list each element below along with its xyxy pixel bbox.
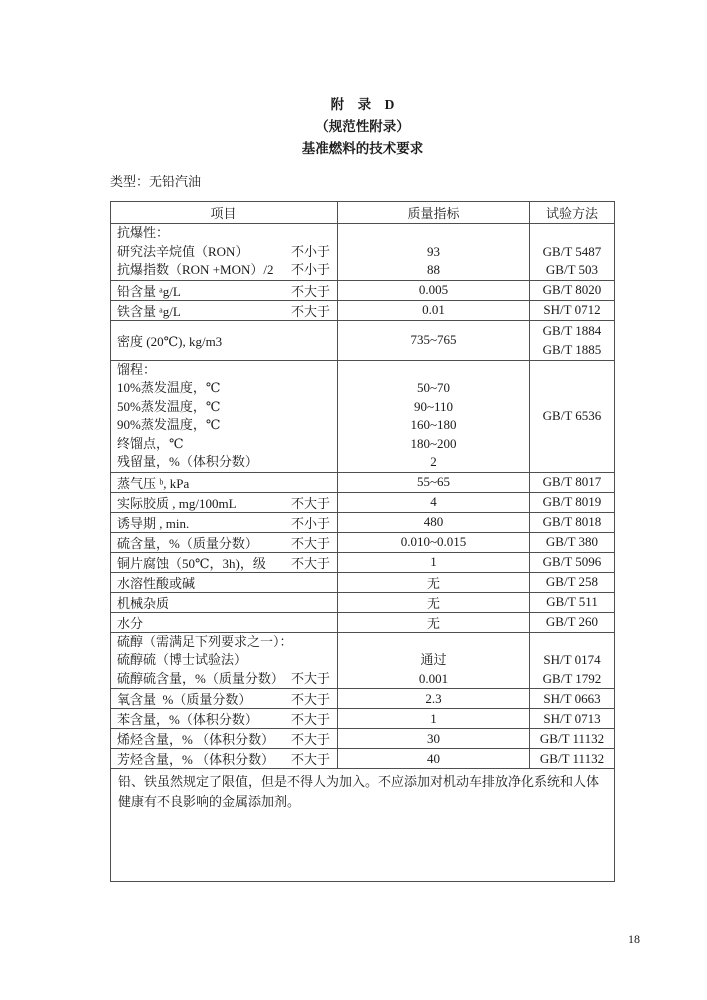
item-label: 硫醇硫（博士试验法） (117, 652, 248, 667)
value-cell (338, 224, 529, 243)
table-row-gum (111, 493, 614, 513)
table-row-induction-period (111, 513, 614, 533)
method-cell: SH/T 0663 (543, 690, 601, 706)
table-row-iron (111, 301, 614, 321)
table-row-distillation (111, 361, 614, 473)
item-label: 抗爆性： (117, 225, 170, 240)
item-label: 铅含量 ᵃg/L (117, 283, 181, 299)
page-number: 18 (628, 932, 640, 946)
appendix-title-block (110, 94, 615, 160)
method-cell: SH/T 0712 (543, 302, 601, 317)
method-cell: GB/T 5487 (542, 243, 602, 259)
method-cell: GB/T 8017 (542, 474, 602, 489)
value-cell: 0.010~0.015 (338, 533, 530, 552)
table-row-antiknock (111, 224, 614, 281)
qualifier-label: 不大于 (290, 712, 330, 727)
requirements-table (110, 201, 615, 882)
value-cell: 0.001 (418, 670, 449, 686)
value-cell: 无 (338, 613, 530, 632)
qualifier-label: 不大于 (290, 555, 330, 571)
item-label: 机械杂质 (117, 595, 170, 611)
value-cell: 480 (338, 513, 530, 532)
table-row-olefin (111, 729, 614, 749)
header-quality-index: 质量指标 (338, 202, 530, 223)
qualifier-label: 不小于 (290, 243, 330, 259)
value-cell: 通过 (420, 652, 447, 667)
value-cell: 无 (338, 573, 530, 592)
method-cell: GB/T 503 (545, 262, 599, 277)
value-cell: 90~110 (413, 398, 454, 414)
qualifier-label: 不大于 (290, 752, 330, 767)
table-row-water (111, 613, 614, 633)
header-test-method: 试验方法 (545, 206, 598, 221)
value-cell: 88 (427, 262, 440, 277)
table-row-mercaptan (111, 633, 614, 690)
qualifier-label: 不大于 (290, 535, 330, 551)
item-label: 芳烃含量，% （体积分数） (117, 752, 275, 767)
value-cell: 4 (338, 493, 530, 512)
method-cell: GB/T 5096 (542, 554, 602, 569)
value-cell: 735~765 (338, 321, 530, 360)
value-cell: 50~70 (416, 380, 451, 395)
method-cell (530, 633, 614, 652)
value-cell: 40 (338, 749, 530, 768)
item-label: 苯含量，%（体积分数） (117, 712, 258, 727)
item-label: 氧含量 %（质量分数） (117, 692, 252, 707)
table-row-copper-corrosion (111, 553, 614, 573)
item-label: 蒸气压 ᵇ, kPa (117, 475, 190, 491)
qualifier-label: 不小于 (290, 515, 330, 531)
qualifier-label: 不大于 (290, 283, 330, 299)
appendix-title: 附 录 D (330, 97, 395, 112)
method-cell: GB/T 6536 (542, 408, 602, 423)
method-cell: GB/T 380 (545, 534, 599, 549)
value-cell: 160~180 (410, 417, 457, 432)
item-label: 水分 (117, 615, 144, 631)
item-label: 铁含量 ᵃg/L (117, 303, 181, 319)
item-label: 终馏点，℃ (117, 435, 184, 451)
method-cell: GB/T 1885 (542, 342, 602, 357)
item-label: 抗爆指数（RON +MON）/2 (117, 262, 274, 277)
value-cell: 2.3 (338, 689, 530, 708)
item-label: 研究法辛烷值（RON） (117, 243, 249, 259)
item-label: 诱导期 , min. (117, 515, 190, 531)
table-row-mechanical-impurities (111, 593, 614, 613)
header-item: 项目 (111, 202, 338, 223)
table-row-sulfur (111, 533, 614, 553)
item-label: 烯烃含量，% （体积分数） (117, 732, 275, 747)
item-label: 50%蒸发温度，℃ (117, 398, 221, 414)
table-row-acid-base (111, 573, 614, 593)
method-cell: GB/T 258 (545, 574, 599, 589)
item-label: 铜片腐蚀（50℃，3h)，级 (117, 555, 266, 571)
value-cell: 55~65 (338, 473, 530, 492)
value-cell: 1 (338, 709, 530, 728)
method-cell: GB/T 8020 (542, 282, 602, 297)
qualifier-label: 不大于 (290, 303, 330, 319)
method-cell (530, 224, 614, 243)
qualifier-label: 不大于 (290, 495, 330, 511)
value-cell: 0.005 (338, 281, 530, 300)
value-cell (338, 633, 529, 652)
fuel-type-label: 类型：无铅汽油 (110, 174, 202, 189)
table-header-row (111, 202, 614, 224)
item-label: 馏程： (117, 361, 157, 377)
method-cell: GB/T 260 (545, 614, 599, 629)
table-row-density (111, 321, 614, 361)
qualifier-label: 不大于 (290, 692, 330, 707)
table-row-oxygen (111, 689, 614, 709)
item-label: 硫醇硫含量，%（质量分数） (117, 670, 284, 686)
value-cell (338, 361, 529, 380)
method-cell: GB/T 1884 (542, 323, 602, 338)
value-cell: 0.01 (338, 301, 530, 320)
method-cell: GB/T 8018 (542, 514, 602, 529)
method-cell: GB/T 511 (546, 594, 598, 609)
method-cell: SH/T 0713 (543, 710, 601, 726)
table-row-vapor-pressure (111, 473, 614, 493)
table-row-lead (111, 281, 614, 301)
appendix-subtitle: （规范性附录） (315, 119, 410, 134)
item-label: 硫含量，%（质量分数） (117, 535, 258, 551)
table-row-aromatics (111, 749, 614, 769)
document-page (110, 94, 615, 882)
value-cell: 180~200 (410, 435, 457, 451)
qualifier-label: 不大于 (290, 732, 330, 747)
item-label: 残留量，%（体积分数） (117, 454, 258, 469)
item-label: 水溶性酸或碱 (117, 575, 196, 591)
value-cell: 1 (338, 553, 530, 572)
item-label: 硫醇（需满足下列要求之一）： (117, 633, 293, 649)
appendix-heading: 基准燃料的技术要求 (301, 141, 424, 156)
item-label: 密度 (20℃), kg/m3 (117, 333, 223, 349)
method-cell: GB/T 1792 (542, 670, 602, 686)
qualifier-label: 不大于 (290, 670, 330, 686)
value-cell: 93 (427, 243, 440, 259)
item-label: 90%蒸发温度，℃ (117, 417, 221, 432)
value-cell: 2 (430, 454, 437, 469)
method-cell: GB/T 11132 (539, 730, 605, 746)
table-footnote: 铅、铁虽然规定了限值，但是不得人为加入。不应添加对机动车排放净化系统和人体健康有不良影响的金属添加剂。 (118, 774, 600, 809)
value-cell: 30 (338, 729, 530, 748)
method-cell: SH/T 0174 (543, 652, 601, 667)
item-label: 实际胶质 , mg/100mL (117, 495, 237, 511)
qualifier-label: 不小于 (290, 262, 330, 277)
item-label: 10%蒸发温度，℃ (117, 380, 221, 395)
method-cell: GB/T 8019 (542, 494, 602, 509)
method-cell: GB/T 11132 (539, 750, 605, 766)
value-cell: 无 (338, 593, 530, 612)
table-row-benzene (111, 709, 614, 729)
